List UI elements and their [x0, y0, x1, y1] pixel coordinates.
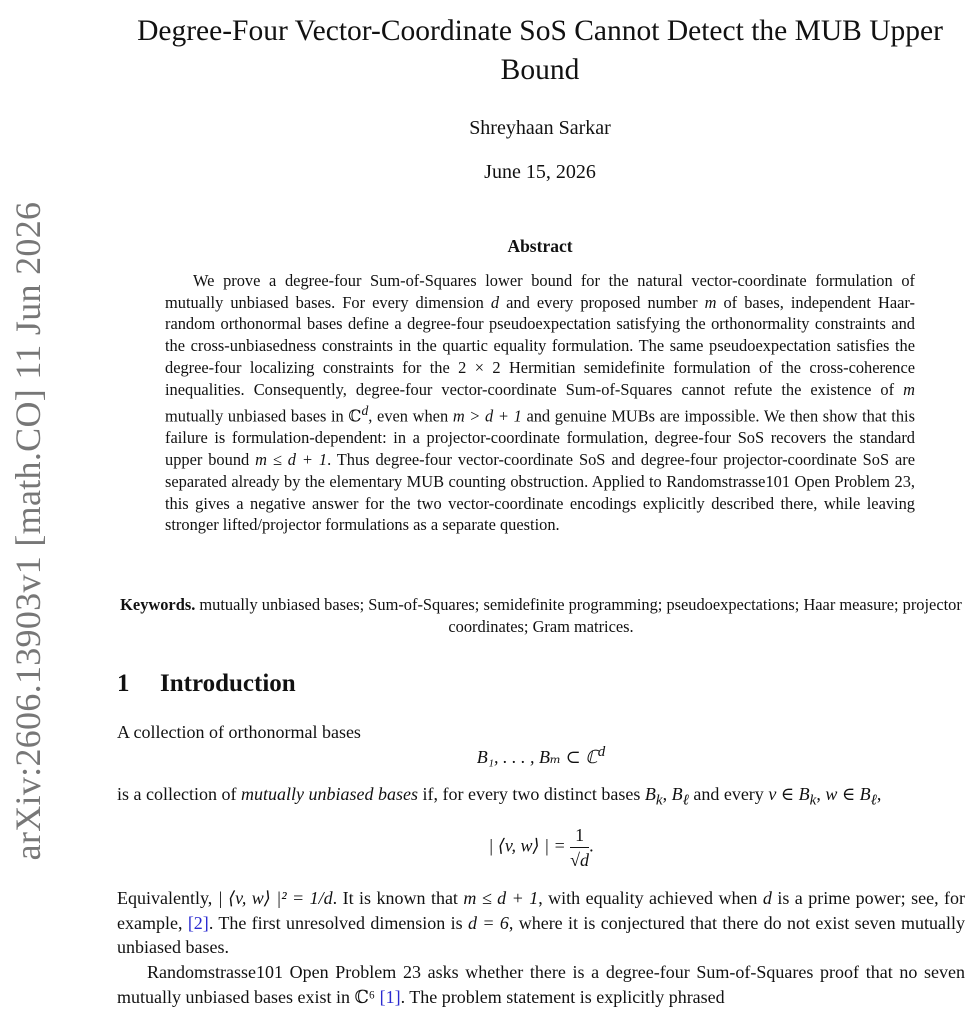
intro-paragraph-1: A collection of orthonormal bases [117, 722, 361, 742]
equation-basis-list: B₁, . . . , Bₘ ⊂ ℂ$^d$ [476, 744, 606, 767]
paper-title: Degree-Four Vector-Coordinate SoS Cannot Detect the MUB Upper Bound [137, 15, 943, 86]
citation-1[interactable]: [1] [379, 986, 401, 1007]
equation-unbiased: | ⟨v, w⟩ | = $\frac{1}{√d}$ . [488, 825, 594, 870]
intro-paragraph-2: is a collection of mutually unbiased bases if, for every two distinct bases $B_k$, $B_\ell$ and every v ∈ $B_k$, w ∈ $B_\ell$, [117, 784, 882, 809]
paper-author: Shreyhaan Sarkar [469, 117, 611, 139]
arxiv-identifier: arXiv:2606.13903v1 [math.CO] 11 Jun 2026 [8, 201, 48, 861]
keywords-label: Keywords. [120, 595, 196, 614]
section-heading-introduction: 1 Introduction [117, 670, 296, 697]
intro-paragraph-4: Randomstrasse101 Open Problem 23 asks whether there is a degree-four Sum-of-Squares proof that no seven mutually unbiased bases exist in ℂ⁶ [1]. The problem statement is explicitly phrased [117, 962, 965, 1007]
abstract-heading: Abstract [507, 236, 573, 256]
intro-paragraph-3: Equivalently, | ⟨v, w⟩ |² = 1/d. It is known that m ≤ d + 1, with equality achieved when d is a prime power; see, for example, [2]. The first unresolved dimension is d = 6, where it is conjectured that there do not exist seven mutually unbiased bases. [117, 888, 966, 957]
abstract-body: We prove a degree-four Sum-of-Squares lower bound for the natural vector-coordinate formulation of mutually unbiased bases. For every dimension d and every proposed number m of bases, independent Haar-random orthonormal bases define a degree-four pseudoexpectation satisfying the orthonormality constraints and the cross-unbiasedness constraints in the quartic equality formulation. The same pseudoexpectation satisfies the degree-four localizing constraints for the 2 × 2 Hermitian semidefinite formulation of the cross-coherence inequalities. Consequently, degree-four vector-coordinate Sum-of-Squares cannot refute the existence of m mutually unbiased bases in ℂ$^d$, even when m > d + 1 and genuine MUBs are impossible. We then show that this failure is formulation-dependent: in a projector-coordinate formulation, degree-four SoS recovers the standard upper bound m ≤ d + 1. Thus degree-four vector-coordinate SoS and degree-four projector-coordinate SoS are separated already by the elementary MUB counting obstruction. Applied to Randomstrasse101 Open Problem 23, this gives a negative answer for the two vector-coordinate encodings explicitly described there, while leaving stronger lifted/projector formulations as a separate question. [165, 271, 915, 535]
citation-2[interactable]: [2] [187, 912, 209, 933]
paper-date: June 15, 2026 [484, 161, 596, 183]
keywords: Keywords. mutually unbiased bases; Sum-of-Squares; semidefinite programming; pseudoexpectations; Haar measure; projector coordinates; Gram matrices. [120, 595, 962, 636]
arxiv-sidebar [6, 186, 50, 876]
